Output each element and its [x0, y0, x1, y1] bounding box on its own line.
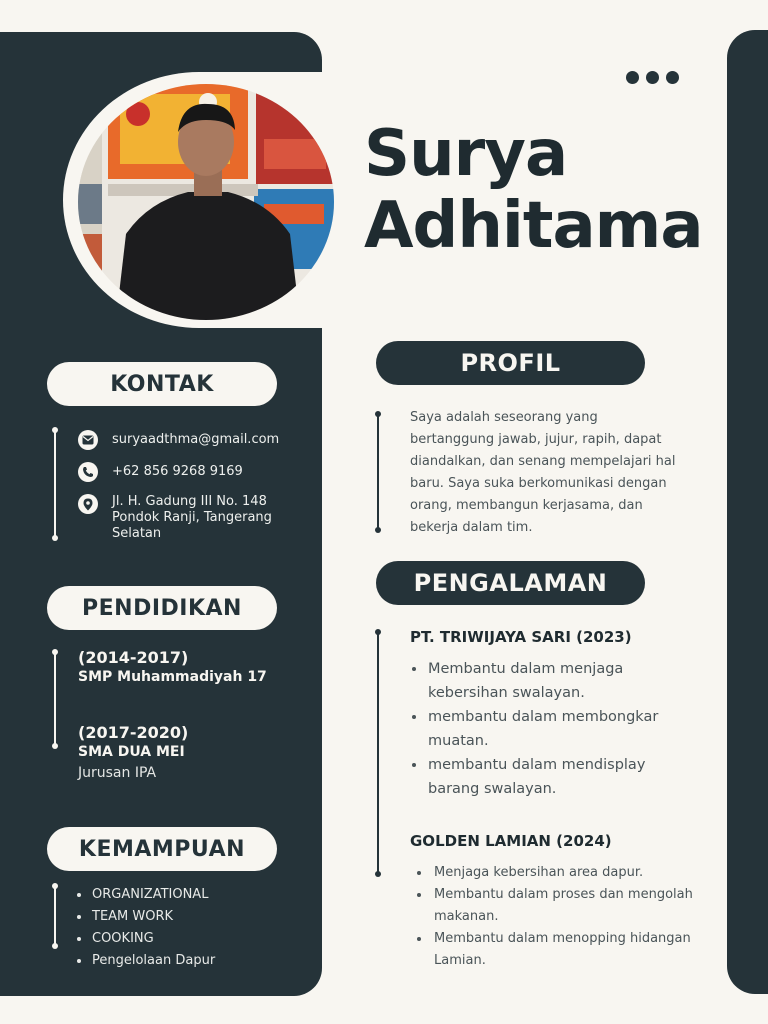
job-title-2: GOLDEN LAMIAN (2024) [410, 832, 612, 850]
duty-line: Membantu dalam menjaga [428, 661, 624, 677]
duty-item [434, 928, 714, 972]
skill-item: ORGANIZATIONAL [92, 884, 215, 906]
kemampuan-divider-line [54, 886, 56, 946]
duty-line: muatan. [428, 733, 489, 749]
duty-line: kebersihan swalayan. [428, 685, 585, 701]
duty-item [434, 884, 714, 928]
duty-line: Lamian. [434, 953, 486, 968]
profile-line: baru. Saya suka berkomunikasi dengan [410, 476, 667, 491]
profile-description [410, 407, 710, 539]
kontak-divider-line [54, 430, 56, 538]
address-line-3: Selatan [112, 526, 162, 541]
phone-icon [78, 462, 98, 482]
profil-heading: PROFIL [376, 341, 645, 385]
address-line-1: Jl. H. Gadung III No. 148 [112, 494, 267, 509]
job-1-duties [428, 657, 708, 801]
duty-item [428, 657, 708, 705]
duty-item [434, 862, 714, 884]
duty-line: Menjaga kebersihan area dapur. [434, 865, 644, 880]
duty-line: membantu dalam mendisplay [428, 757, 646, 773]
skill-item: TEAM WORK [92, 906, 215, 928]
profile-photo [78, 84, 334, 320]
duty-line: Membantu dalam proses dan mengolah [434, 887, 693, 902]
duty-item [428, 705, 708, 753]
contact-phone: +62 856 9268 9169 [112, 464, 243, 479]
person-name [364, 118, 703, 262]
profile-line: bertanggung jawab, jujur, rapih, dapat [410, 432, 662, 447]
skill-item: COOKING [92, 928, 215, 950]
envelope-icon [78, 430, 98, 450]
location-pin-icon [78, 494, 98, 514]
contact-email: suryaadthma@gmail.com [112, 432, 280, 447]
job-title-1: PT. TRIWIJAYA SARI (2023) [410, 628, 632, 646]
duty-line: membantu dalam membongkar [428, 709, 659, 725]
address-line-2: Pondok Ranji, Tangerang [112, 510, 272, 525]
education-school: SMA DUA MEI [78, 744, 185, 760]
pengalaman-divider-line [377, 632, 379, 874]
contact-address [112, 494, 272, 542]
job-2-duties [434, 862, 714, 972]
education-years: (2017-2020) [78, 723, 189, 742]
last-name: Adhitama [364, 189, 703, 263]
education-school: SMP Muhammadiyah 17 [78, 669, 267, 685]
profile-line: diandalkan, dan senang mempelajari hal [410, 454, 676, 469]
skill-item: Pengelolaan Dapur [92, 950, 215, 972]
skills-list [92, 884, 215, 972]
contact-email-row [78, 430, 279, 450]
kontak-heading: KONTAK [47, 362, 277, 406]
profile-line: orang, membangun kerjasama, dan [410, 498, 643, 513]
kemampuan-heading: KEMAMPUAN [47, 827, 277, 871]
education-entry-1 [78, 648, 267, 686]
contact-address-row [78, 494, 272, 542]
right-decorative-bar [727, 30, 768, 994]
duty-item [428, 753, 708, 801]
duty-line: Membantu dalam menopping hidangan [434, 931, 691, 946]
profil-divider-line [377, 414, 379, 530]
profile-line: bekerja dalam tim. [410, 520, 533, 535]
pendidikan-heading: PENDIDIKAN [47, 586, 277, 630]
duty-line: barang swalayan. [428, 781, 557, 797]
contact-phone-row [78, 462, 243, 482]
education-entry-2 [78, 723, 188, 785]
profile-line: Saya adalah seseorang yang [410, 410, 598, 425]
education-years: (2014-2017) [78, 648, 189, 667]
pendidikan-divider-line [54, 652, 56, 746]
more-dots-icon [626, 71, 679, 84]
education-major: Jurusan IPA [78, 765, 157, 781]
duty-line: makanan. [434, 909, 499, 924]
first-name: Surya [364, 117, 568, 191]
pengalaman-heading: PENGALAMAN [376, 561, 645, 605]
